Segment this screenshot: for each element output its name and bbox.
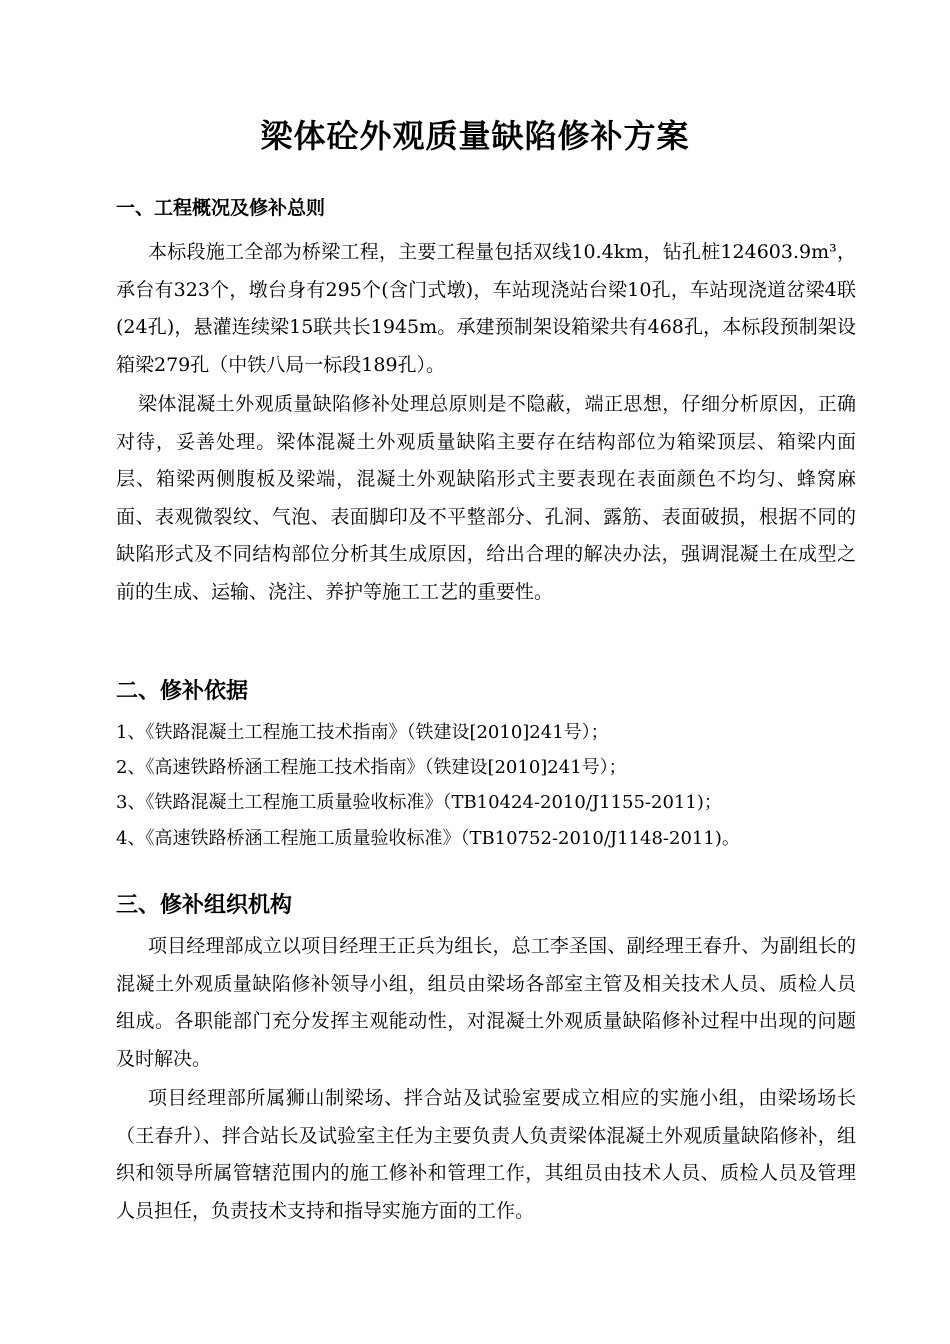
overview-paragraph-2: 梁体混凝土外观质量缺陷修补处理总原则是不隐蔽，端正思想，仔细分析原因，正确对待，妥善处理。梁体混凝土外观质量缺陷主要存在结构部位为箱梁顶层、箱梁内面层、箱梁两侧腹板及梁端，混凝土外观缺陷形式主要表现在表面颜色不均匀、蜂窝麻面、表观微裂纹、气泡、表面脚印及不平整部分、孔洞、露筋、表面破损，根据不同的缺陷形式及不同结构部位分析其生成原因，给出合理的解决办法，强调混凝土在成型之前的生成、运输、浇注、养护等施工工艺的重要性。 — [116, 393, 856, 603]
organization-paragraph-2: 项目经理部所属狮山制梁场、拌合站及试验室要成立相应的实施小组，由梁场场长（王春升）、拌合站长及试验室主任为主要负责人负责梁体混凝土外观质量缺陷修补，组织和领导所属管辖范围内的施工修补和管理工作，其组员由技术人员、质检人员及管理人员担任，负责技术支持和指导实施方面的工作。 — [116, 1087, 856, 1222]
document-title: 梁体砼外观质量缺陷修补方案 — [260, 117, 690, 155]
reference-list — [116, 715, 876, 856]
section-heading-basis: 二、修补依据 — [116, 679, 249, 704]
reference-item: 1、《铁路混凝土工程施工技术指南》（铁建设[2010]241号）； — [116, 722, 609, 743]
section-heading-organization: 三、修补组织机构 — [116, 893, 293, 918]
organization-paragraph-1: 项目经理部成立以项目经理王正兵为组长，总工李圣国、副经理王春升、为副组长的混凝土外观质量缺陷修补领导小组，组员由梁场各部室主管及相关技术人员、质检人员组成。各职能部门充分发挥主观能动性，对混凝土外观质量缺陷修补过程中出现的问题及时解决。 — [116, 935, 856, 1070]
section-heading-overview: 一、工程概况及修补总则 — [116, 197, 326, 219]
reference-item: 3、《铁路混凝土工程施工质量验收标准》（TB10424-2010/J1155-2011)； — [116, 792, 722, 814]
reference-item: 2、《高速铁路桥涵工程施工技术指南》（铁建设[2010]241号）； — [116, 757, 627, 779]
overview-paragraph-1: 本标段施工全部为桥梁工程，主要工程量包括双线10.4km，钻孔桩124603.9m³，承台有323个，墩台身有295个(含门式墩)，车站现浇站台梁10孔，车站现浇道岔梁4联(24孔)，悬灌连续梁15联共长1945m。承建预制架设箱梁共有468孔，本标段预制架设箱梁279孔（中铁八局一标段189孔）。 — [116, 241, 856, 376]
reference-item: 4、《高速铁路桥涵工程施工质量验收标准》（TB10752-2010/J1148-2011)。 — [116, 827, 740, 849]
